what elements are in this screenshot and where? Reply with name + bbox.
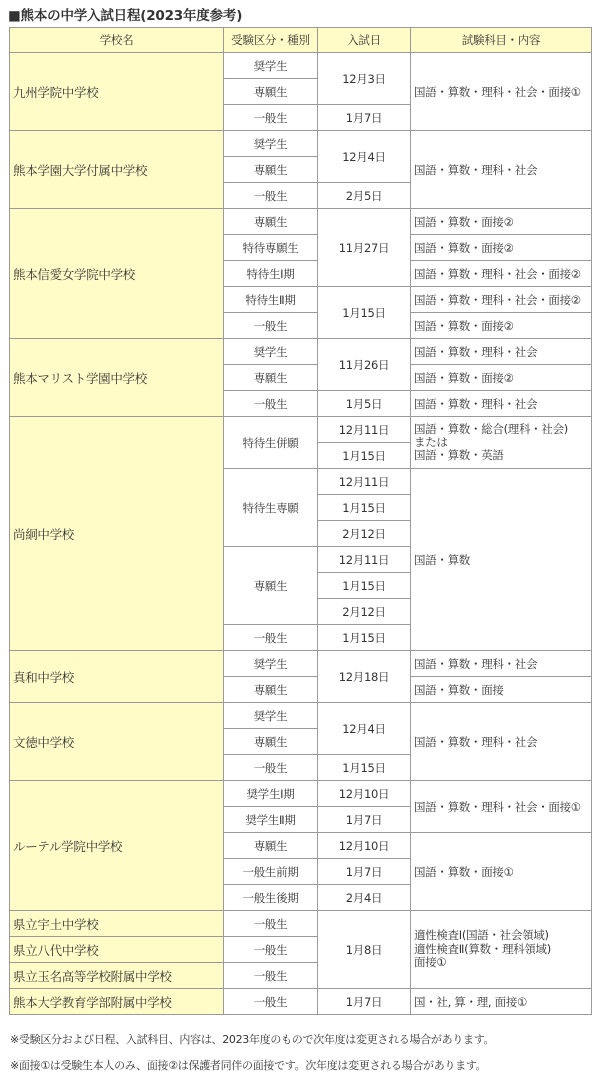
date-cell: 12月11日 <box>318 547 411 573</box>
school-name: 熊本学園大学付属中学校 <box>10 131 224 209</box>
date-cell: 12月18日 <box>318 651 411 703</box>
subjects-cell: 国語・算数・理科・社会・面接② <box>411 287 592 313</box>
subjects-cell <box>411 911 592 989</box>
category-cell: 一般生 <box>224 937 318 963</box>
category-cell: 特待生併願 <box>224 417 318 469</box>
category-cell: 専願生 <box>224 833 318 859</box>
category-cell: 専願生 <box>224 547 318 625</box>
subjects-line: 国語・算数・英語 <box>414 448 504 462</box>
school-name: 県立宇土中学校 <box>10 911 224 937</box>
subjects-cell: 国語・算数・理科・社会 <box>411 391 592 417</box>
date-cell: 12月4日 <box>318 703 411 755</box>
date-cell: 1月15日 <box>318 755 411 781</box>
date-cell: 2月12日 <box>318 521 411 547</box>
table-row <box>10 911 592 937</box>
subjects-line: 適性検査Ⅱ(算数・理科領域) <box>414 941 551 956</box>
category-cell: 特待専願生 <box>224 235 318 261</box>
subjects-cell: 国語・算数・理科・社会 <box>411 339 592 365</box>
subjects-cell: 国語・算数 <box>411 469 592 651</box>
category-cell: 一般生後期 <box>224 885 318 911</box>
footnote: ※受験区分および日程、入試科目、内容は、2023年度のもので次年度は変更される場合があります。 <box>10 1033 495 1046</box>
category-cell: 一般生 <box>224 755 318 781</box>
category-cell: 奨学生 <box>224 53 318 79</box>
school-name: 真和中学校 <box>10 651 224 703</box>
category-cell: 一般生前期 <box>224 859 318 885</box>
subjects-line: 適性検査Ⅰ(国語・社会領域) <box>414 928 549 943</box>
category-cell: 専願生 <box>224 157 318 183</box>
category-cell: 一般生 <box>224 183 318 209</box>
school-name: 文徳中学校 <box>10 703 224 781</box>
subjects-cell: 国語・算数・理科・社会 <box>411 651 592 677</box>
header-category: 受験区分・種別 <box>224 28 318 53</box>
category-cell: 専願生 <box>224 209 318 235</box>
subjects-cell: 国語・算数・理科・社会・面接① <box>411 781 592 833</box>
category-cell: 一般生 <box>224 105 318 131</box>
subjects-line: 国語・算数・総合(理科・社会) <box>414 422 568 436</box>
date-cell: 11月26日 <box>318 339 411 391</box>
footnote: ※面接①は受験生本人のみ、面接②は保護者同伴の面接です。次年度は変更される場合があります。 <box>10 1059 487 1072</box>
category-cell: 奨学生 <box>224 339 318 365</box>
category-cell: 専願生 <box>224 677 318 703</box>
school-name: 熊本マリスト学園中学校 <box>10 339 224 417</box>
category-cell: 特待生Ⅰ期 <box>224 261 318 287</box>
category-cell: 一般生 <box>224 625 318 651</box>
subjects-cell: 国語・算数・面接② <box>411 235 592 261</box>
category-cell: 奨学生Ⅱ期 <box>224 807 318 833</box>
category-cell: 奨学生 <box>224 703 318 729</box>
date-cell: 1月5日 <box>318 391 411 417</box>
category-cell: 一般生 <box>224 989 318 1015</box>
table-row <box>10 209 592 235</box>
subjects-cell: 国語・算数・面接② <box>411 209 592 235</box>
date-cell: 12月3日 <box>318 53 411 105</box>
category-cell: 専願生 <box>224 365 318 391</box>
category-cell: 一般生 <box>224 391 318 417</box>
subjects-cell: 国語・算数・理科・社会 <box>411 131 592 209</box>
date-cell: 12月4日 <box>318 131 411 183</box>
table-row <box>10 417 592 443</box>
date-cell: 1月15日 <box>318 495 411 521</box>
date-cell: 2月5日 <box>318 183 411 209</box>
date-cell: 1月15日 <box>318 625 411 651</box>
date-cell: 2月4日 <box>318 885 411 911</box>
subjects-cell <box>411 417 592 469</box>
category-cell: 専願生 <box>224 729 318 755</box>
date-cell: 1月8日 <box>318 911 411 989</box>
table-row <box>10 131 592 157</box>
table-row <box>10 339 592 365</box>
category-cell: 特待生専願 <box>224 469 318 547</box>
table-row <box>10 989 592 1015</box>
date-cell: 12月11日 <box>318 417 411 443</box>
school-name: 県立玉名高等学校附属中学校 <box>10 963 224 989</box>
date-cell: 1月7日 <box>318 105 411 131</box>
school-name: 九州学院中学校 <box>10 53 224 131</box>
date-cell: 1月7日 <box>318 989 411 1015</box>
subjects-line: または <box>414 435 448 449</box>
school-name: 熊本信愛女学院中学校 <box>10 209 224 339</box>
category-cell: 奨学生Ⅰ期 <box>224 781 318 807</box>
date-cell: 1月15日 <box>318 443 411 469</box>
page-title: ■熊本の中学入試日程(2023年度参考) <box>8 8 243 24</box>
header-date: 入試日 <box>318 28 411 53</box>
table-row <box>10 53 592 79</box>
school-name: ルーテル学院中学校 <box>10 781 224 911</box>
category-cell: 奨学生 <box>224 651 318 677</box>
table-row <box>10 651 592 677</box>
subjects-line: 面接① <box>414 955 447 970</box>
category-cell: 奨学生 <box>224 131 318 157</box>
subjects-cell: 国語・算数・面接② <box>411 365 592 391</box>
subjects-cell: 国語・算数・面接 <box>411 677 592 703</box>
date-cell: 11月27日 <box>318 209 411 287</box>
category-cell: 一般生 <box>224 911 318 937</box>
date-cell: 1月7日 <box>318 859 411 885</box>
school-name: 尚絅中学校 <box>10 417 224 651</box>
date-cell: 1月15日 <box>318 573 411 599</box>
category-cell: 一般生 <box>224 313 318 339</box>
subjects-cell: 国・社, 算・理, 面接① <box>411 989 592 1015</box>
category-cell: 専願生 <box>224 79 318 105</box>
school-name: 県立八代中学校 <box>10 937 224 963</box>
date-cell: 12月10日 <box>318 781 411 807</box>
date-cell: 1月7日 <box>318 807 411 833</box>
header-subjects: 試験科目・内容 <box>411 28 592 53</box>
table-row <box>10 781 592 807</box>
date-cell: 2月12日 <box>318 599 411 625</box>
subjects-cell: 国語・算数・理科・社会・面接② <box>411 261 592 287</box>
table-row <box>10 703 592 729</box>
subjects-cell: 国語・算数・理科・社会 <box>411 703 592 781</box>
table-header-row <box>10 28 592 53</box>
category-cell: 一般生 <box>224 963 318 989</box>
date-cell: 12月10日 <box>318 833 411 859</box>
date-cell: 12月11日 <box>318 469 411 495</box>
subjects-cell: 国語・算数・面接② <box>411 313 592 339</box>
school-name: 熊本大学教育学部附属中学校 <box>10 989 224 1015</box>
subjects-cell: 国語・算数・理科・社会・面接① <box>411 53 592 131</box>
date-cell: 1月15日 <box>318 287 411 339</box>
exam-schedule-table <box>9 27 592 1015</box>
category-cell: 特待生Ⅱ期 <box>224 287 318 313</box>
subjects-cell: 国語・算数・面接① <box>411 833 592 911</box>
header-school: 学校名 <box>10 28 224 53</box>
